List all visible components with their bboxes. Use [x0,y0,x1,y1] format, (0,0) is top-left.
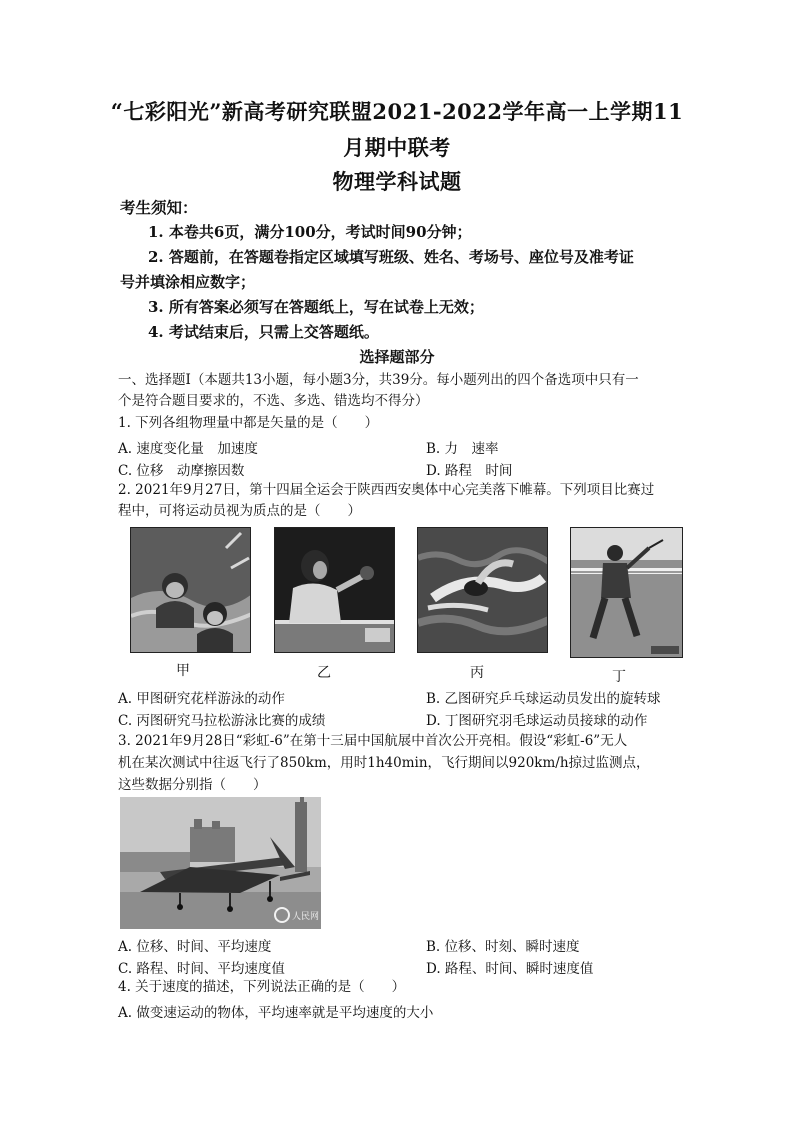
section-intro-line1: 一、选择题Ⅰ（本题共13小题，每小题3分，共39分。每小题列出的四个备选项中只有一 [118,372,639,388]
notice-heading: 考生须知： [120,198,198,217]
q1-option-c: C. 位移 动摩擦因数 [118,463,245,479]
q3-stem-line3: 这些数据分别指（ ） [118,777,267,793]
q4-stem: 4. 关于速度的描述，下列说法正确的是（ ） [118,979,406,995]
notice-rule-3: 3. 所有答案必须写在答题纸上，写在试卷上无效； [148,298,484,316]
photo-synchronized-swimming [130,527,251,653]
caption-jia: 甲 [176,663,190,679]
caption-bing: 丙 [470,665,484,681]
part-title: 选择题部分 [359,348,435,366]
drone-photo-watermark: 人民网 [292,912,320,922]
q1-option-d: D. 路程 时间 [426,463,513,479]
q2-stem-line1: 2. 2021年9月27日，第十四届全运会于陕西西安奥体中心完美落下帷幕。下列项目比赛过 [118,482,655,498]
subject-title: 物理学科试题 [332,169,462,194]
q3-option-b: B. 位移、时刻、瞬时速度 [426,939,580,955]
caption-ding: 丁 [612,669,626,685]
notice-rule-2: 2. 答题前，在答题卷指定区域填写班级、姓名、考场号、座位号及准考证 [148,248,634,266]
q2-option-c: C. 丙图研究马拉松游泳比赛的成绩 [118,713,326,729]
q1-stem: 1. 下列各组物理量中都是矢量的是（ ） [118,415,379,431]
photo-table-tennis [274,527,395,653]
caption-yi: 乙 [317,665,331,681]
q2-stem-line2: 程中，可将运动员视为质点的是（ ） [118,503,361,519]
exam-title-line2: 月期中联考 [343,135,451,160]
q3-stem-line2: 机在某次测试中往返飞行了850km，用时1h40min，飞行期间以920km/h掠过监测点， [118,755,650,771]
q3-option-c: C. 路程、时间、平均速度值 [118,961,285,977]
exam-title-line1: “七彩阳光”新高考研究联盟2021-2022学年高一上学期11 [110,99,684,124]
q1-option-a: A. 速度变化量 加速度 [118,441,258,457]
section-intro-line2: 个是符合题目要求的，不选、多选、错选均不得分） [118,393,429,409]
q3-stem-line1: 3. 2021年9月28日“彩虹-6”在第十三届中国航展中首次公开亮相。假设“彩虹-6”无人 [118,733,628,749]
notice-rule-4: 4. 考试结束后，只需上交答题纸。 [148,323,379,341]
q3-option-a: A. 位移、时间、平均速度 [118,939,272,955]
q1-option-b: B. 力 速率 [426,441,499,457]
photo-marathon-swimming [417,527,548,653]
q2-option-d: D. 丁图研究羽毛球运动员接球的动作 [426,713,648,729]
q3-option-d: D. 路程、时间、瞬时速度值 [426,961,594,977]
photo-badminton [570,527,683,658]
q4-option-a: A. 做变速运动的物体，平均速率就是平均速度的大小 [118,1005,434,1021]
photo-drone [120,797,321,929]
q2-option-b: B. 乙图研究乒乓球运动员发出的旋转球 [426,691,661,707]
notice-rule-1: 1. 本卷共6页，满分100分，考试时间90分钟； [148,223,472,241]
notice-rule-2-cont: 号并填涂相应数字； [120,273,256,291]
q2-option-a: A. 甲图研究花样游泳的动作 [118,691,285,707]
